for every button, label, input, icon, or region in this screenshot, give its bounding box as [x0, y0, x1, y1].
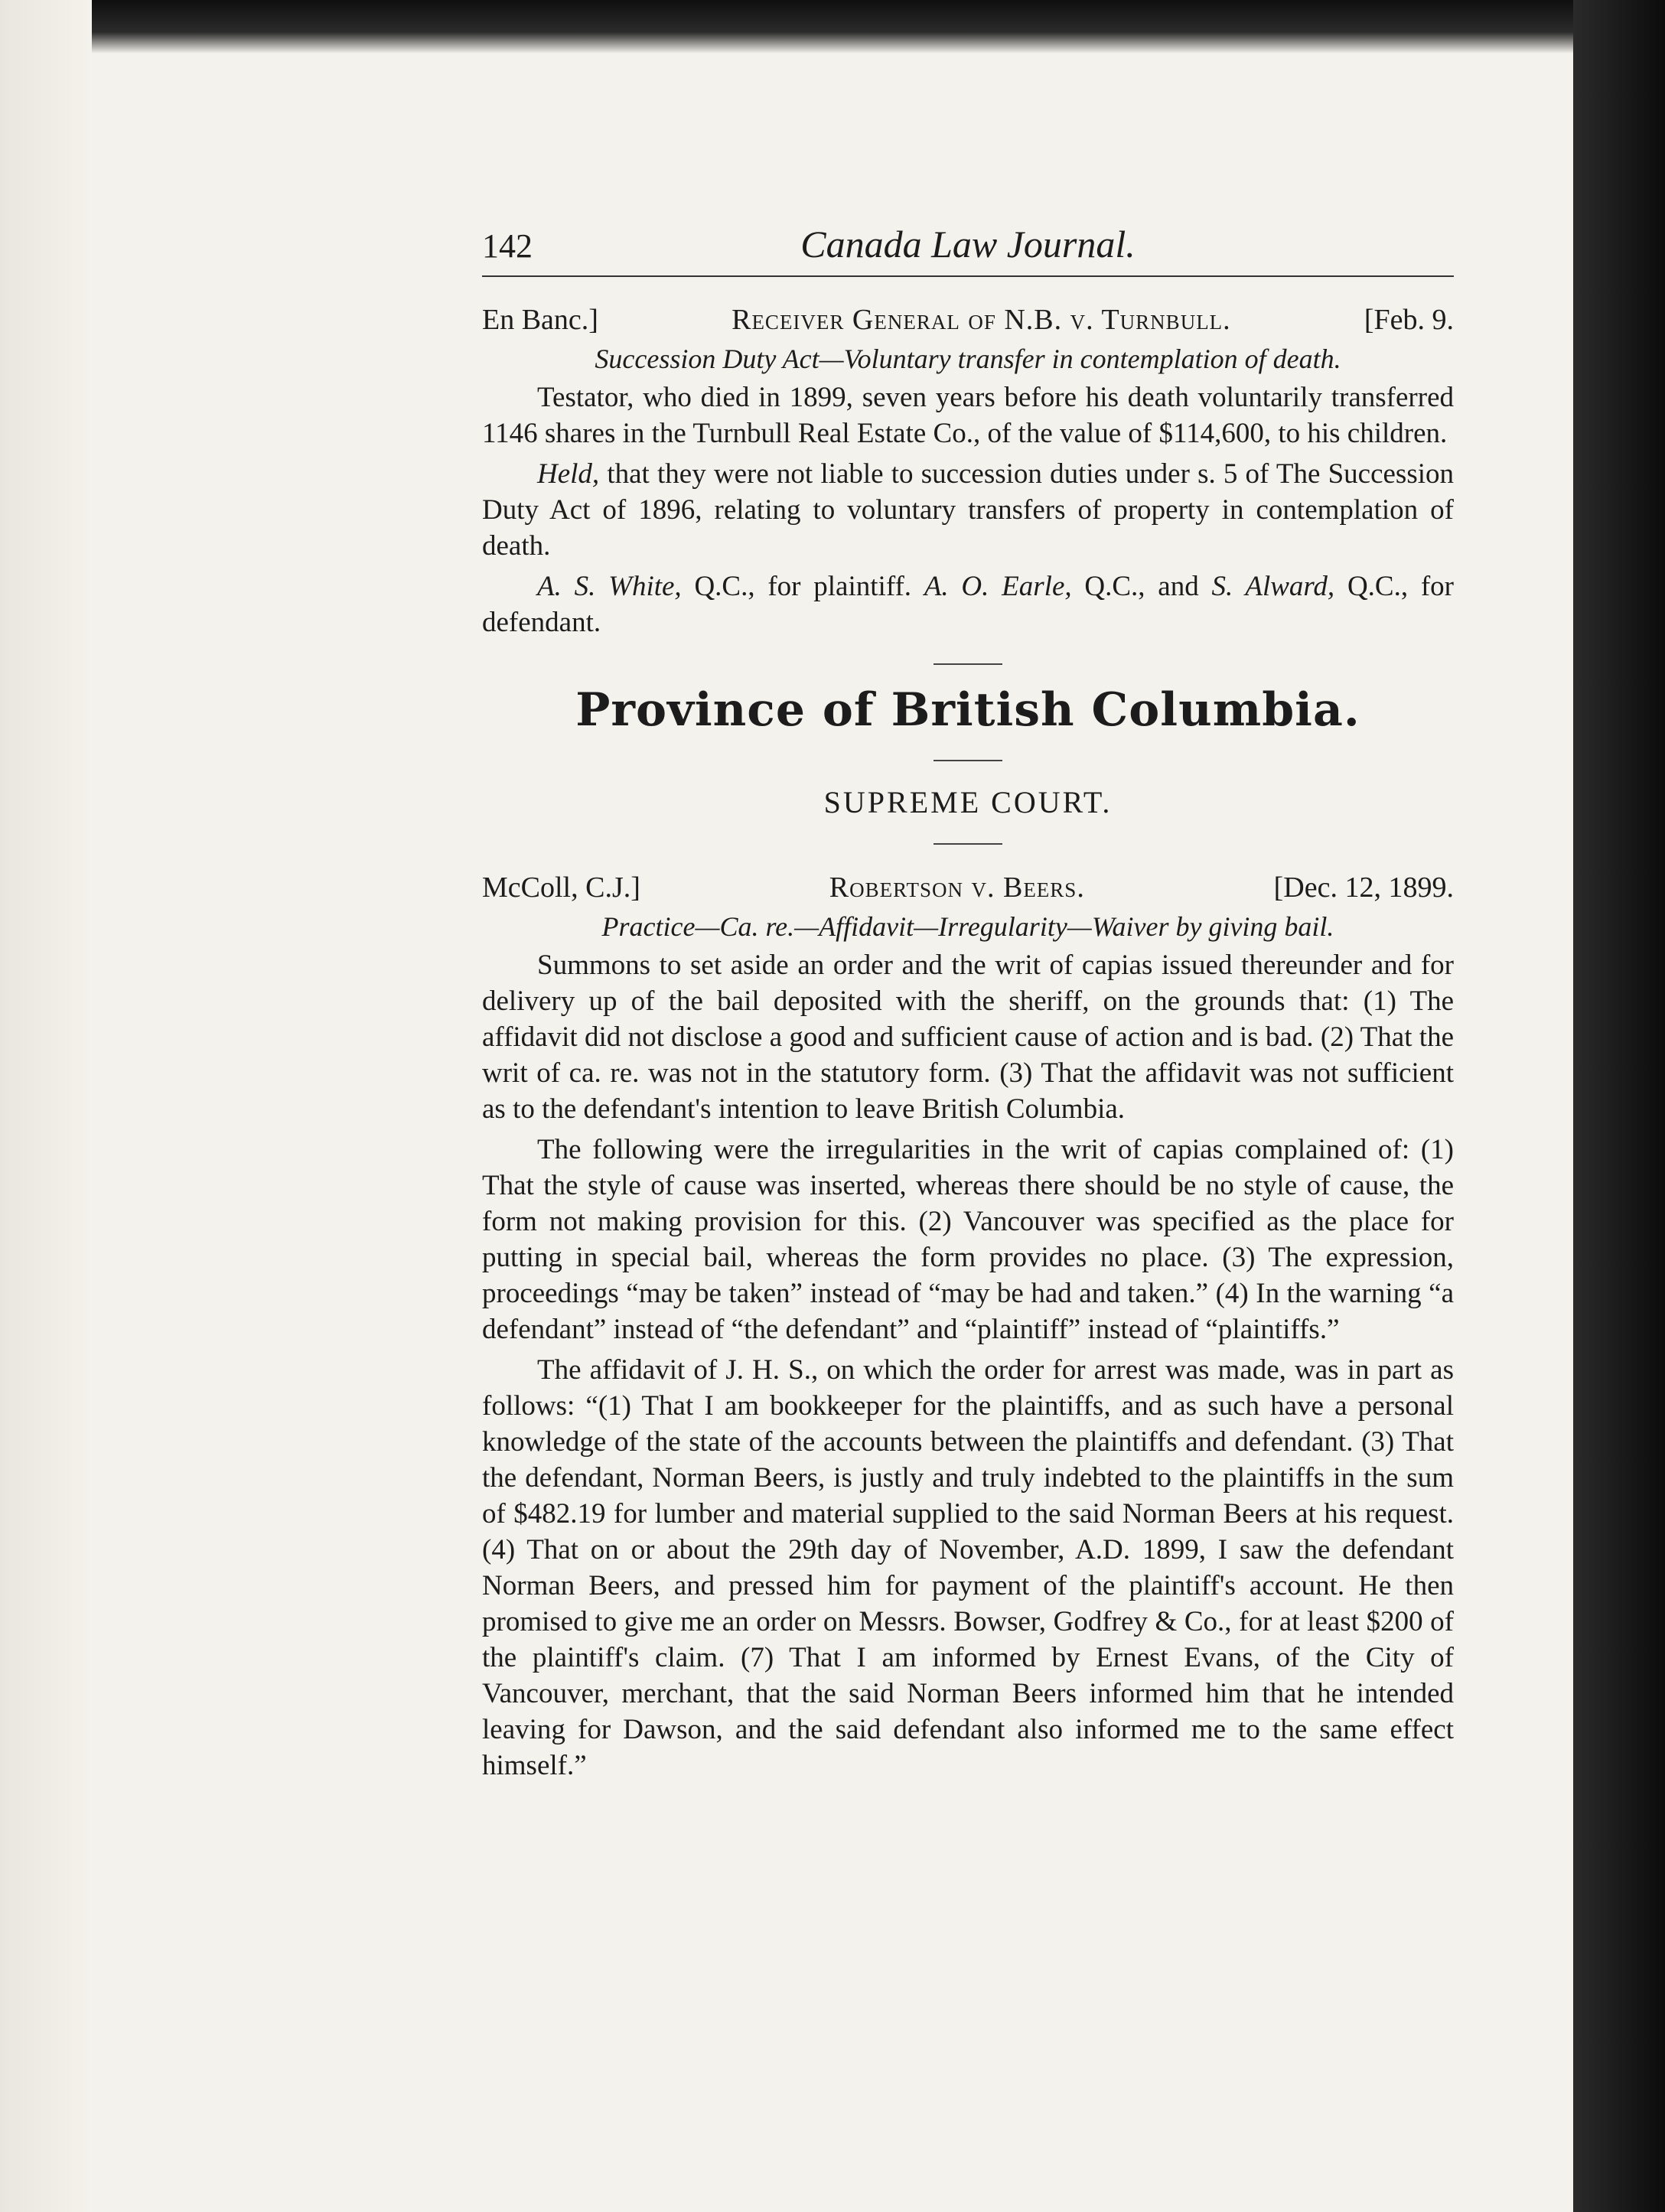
- counsel-role: Q.C., for plaintiff.: [681, 571, 924, 602]
- irregularities-paragraph: The following were the irregularities in the writ of capias complained of: (1) That the style of cause was inserted, whereas there should be no style of cause, the form not making provision for this. (2) Vancouver was specified as the place for putting in special bail, whereas the form provides no place. (3) The expression, proceedings “may be taken” instead of “may be had and taken.” (4) In the warning “a defendant” instead of “the defendant” and “plaintiff” instead of “plaintiffs.”: [482, 1134, 1454, 1345]
- journal-title: Canada Law Journal.: [800, 223, 1136, 266]
- section-divider: [934, 663, 1002, 665]
- counsel-name: S. Alward,: [1211, 571, 1335, 602]
- case-facts-paragraph: Testator, who died in 1899, seven years before his death voluntarily transferred 1146 shares in the Turnbull Real Estate Co., of the value of $114,600, to his children.: [482, 382, 1454, 449]
- counsel-role: Q.C., and: [1071, 571, 1212, 602]
- scan-right-shadow: [1573, 0, 1665, 2212]
- case-date: [Dec. 12, 1899.: [1273, 871, 1454, 904]
- journal-page: [482, 222, 1454, 1784]
- case-heading: [482, 871, 1454, 904]
- counsel-name: A. O. Earle,: [924, 571, 1072, 602]
- case-parties: Robertson v. Beers.: [829, 871, 1085, 904]
- section-divider: [934, 760, 1002, 761]
- page-number: 142: [482, 227, 533, 265]
- counsel-role: Q.C., for defendant.: [482, 571, 1455, 638]
- counsel-paragraph: [482, 568, 1454, 640]
- running-head: [482, 222, 1454, 277]
- court-designation: En Banc.]: [482, 304, 598, 336]
- judge-designation: McColl, C.J.]: [482, 871, 640, 904]
- case-catchwords: Succession Duty Act—Voluntary transfer in contemplation of death.: [595, 344, 1341, 374]
- summons-paragraph: Summons to set aside an order and the writ of capias issued thereunder and for delivery up of the bail deposited with the sheriff, on the grounds that: (1) The affidavit did not disclose a good and sufficient cause of action and is bad. (2) That the writ of ca. re. was not in the statutory form. (3) That the affidavit was not sufficient as to the defendant's intention to leave British Columbia.: [482, 950, 1454, 1125]
- court-heading: SUPREME COURT.: [823, 785, 1113, 819]
- case-catchwords: Practice—Ca. re.—Affidavit—Irregularity—Waiver by giving bail.: [601, 911, 1334, 942]
- section-divider: [934, 843, 1002, 845]
- counsel-name: A. S. White,: [537, 571, 682, 602]
- case-parties: Receiver General of N.B. v. Turnbull.: [731, 304, 1231, 336]
- holding-text: that they were not liable to succession duties under s. 5 of The Succession Duty Act of 1896, relating to voluntary transfers of property in contemplation of death.: [482, 458, 1454, 562]
- held-word: Held,: [537, 458, 600, 490]
- case-date: [Feb. 9.: [1364, 304, 1454, 336]
- scan-left-margin: [0, 0, 92, 2212]
- scan-top-shadow: [92, 0, 1573, 54]
- case-holding-paragraph: [482, 456, 1454, 564]
- affidavit-paragraph: The affidavit of J. H. S., on which the order for arrest was made, was in part as follows: “(1) That I am bookkeeper for the plaintiffs, and as such have a personal knowledge of the state of the accounts between the plaintiffs and defendant. (3) That the defendant, Norman Beers, is justly and truly indebted to the plaintiffs in the sum of $482.19 for lumber and material supplied to the said Norman Beers at his request. (4) That on or about the 29th day of November, A.D. 1899, I saw the defendant Norman Beers, and pressed him for payment of the plaintiff's account. He then promised to give me an order on Messrs. Bowser, Godfrey & Co., for at least $200 of the plaintiff's claim. (7) That I am informed by Ernest Evans, of the City of Vancouver, merchant, that the said Norman Beers informed him that he intended leaving for Dawson, and the said defendant also informed me to the same effect himself.”: [482, 1354, 1454, 1781]
- case-heading: [482, 303, 1454, 337]
- province-heading: Province of British Columbia.: [575, 683, 1360, 737]
